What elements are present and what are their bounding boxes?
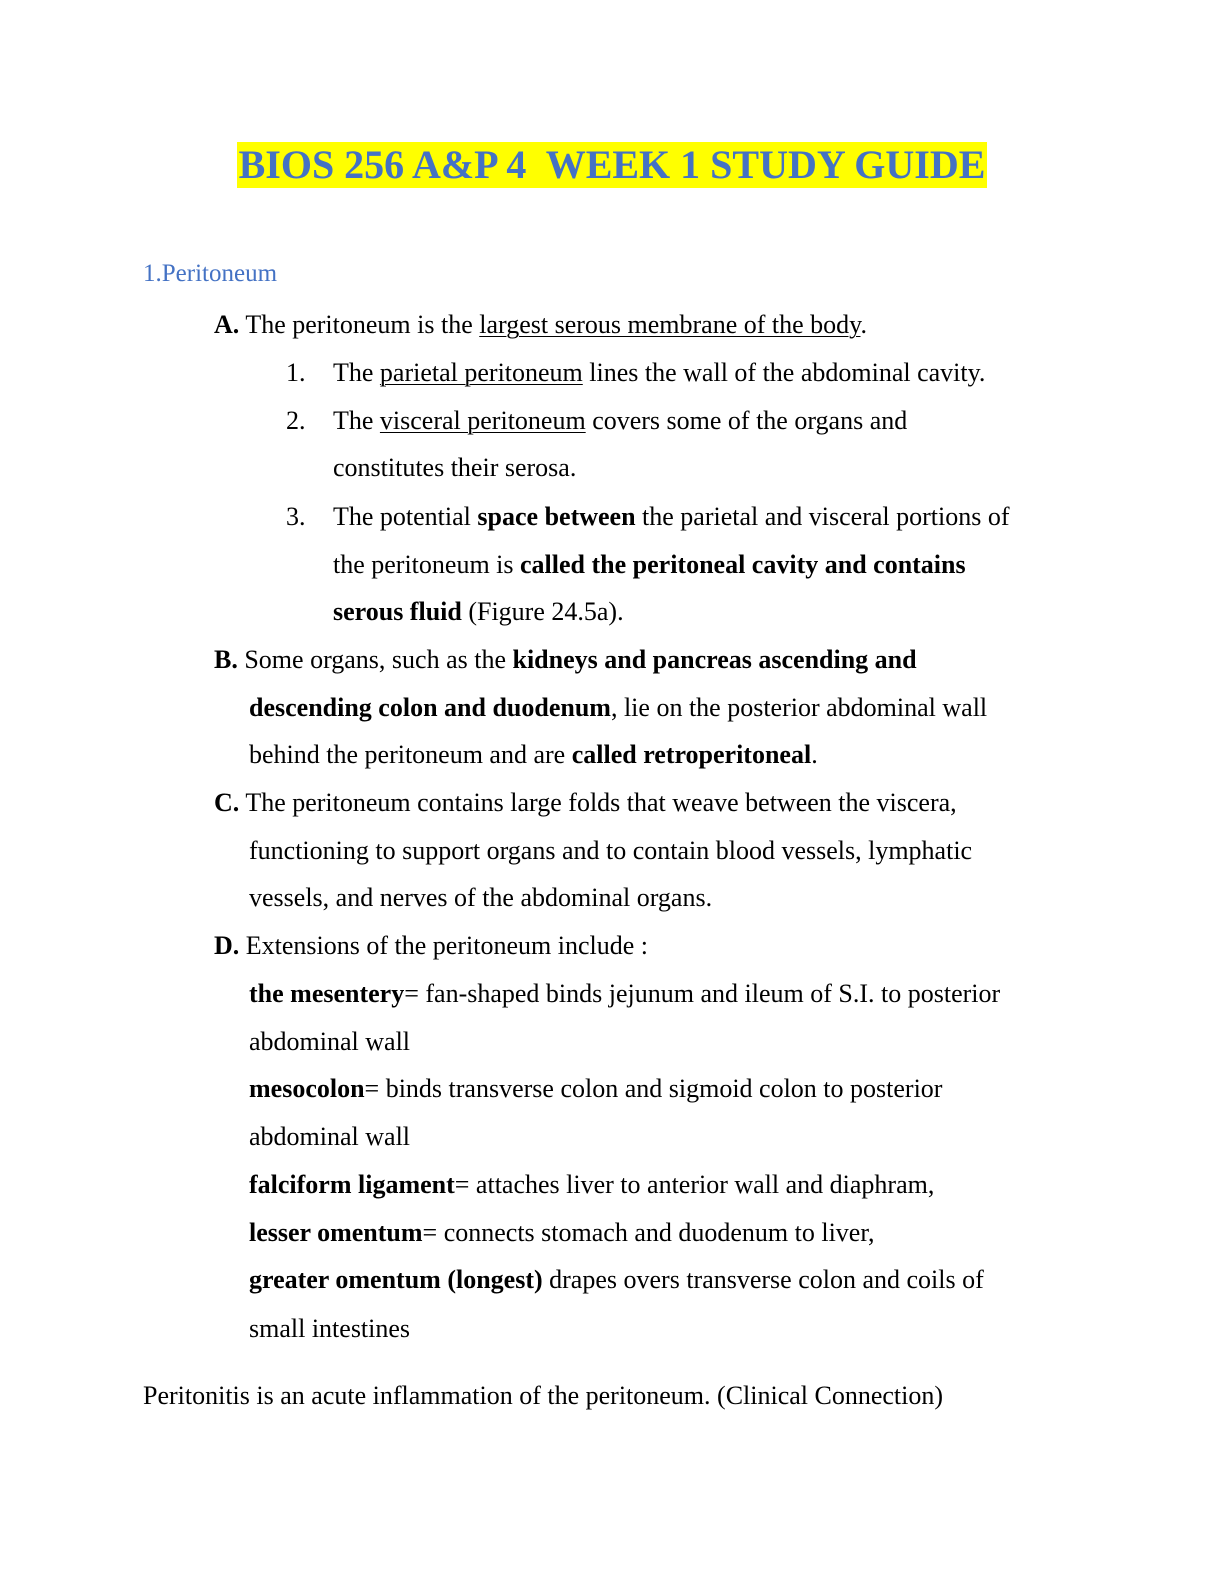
item-a3-line2-pre: the peritoneum is <box>333 550 521 579</box>
title-block <box>0 142 1224 188</box>
section-heading: 1.Peritoneum <box>143 260 278 287</box>
item-b-line2-post: , lie on the posterior abdominal wall <box>610 693 988 722</box>
item-a1-underlined: parietal peritoneum <box>379 358 583 387</box>
item-c-marker: C. <box>214 788 240 817</box>
item-a1 <box>333 357 985 389</box>
item-b-bold: kidneys and pancreas ascending and <box>512 645 917 674</box>
term-falciform: falciform ligament <box>249 1170 455 1199</box>
item-b-line3-pre: behind the peritoneum and are <box>249 740 572 769</box>
definition-mesocolon <box>249 1073 942 1105</box>
term-lesser-omentum: lesser omentum <box>249 1218 423 1247</box>
item-a3-line2 <box>333 549 966 581</box>
item-a-text: The peritoneum is the <box>245 310 480 339</box>
item-b-marker: B. <box>214 645 238 674</box>
item-d-marker: D. <box>214 931 240 960</box>
item-c-line1: The peritoneum contains large folds that weave between the viscera, <box>245 788 957 817</box>
item-a3-bold: space between <box>477 502 636 531</box>
item-a1-pre: The <box>333 358 380 387</box>
term-mesocolon: mesocolon <box>249 1074 365 1103</box>
item-b-line3 <box>249 739 818 771</box>
item-a1-post: lines the wall of the abdominal cavity. <box>582 358 986 387</box>
item-a3 <box>333 501 1010 533</box>
item-d <box>214 930 648 962</box>
item-a3-post: the parietal and visceral portions of <box>635 502 1010 531</box>
clinical-note: Peritonitis is an acute inflammation of the peritoneum. (Clinical Connection) <box>143 1381 944 1410</box>
item-a3-pre: The potential <box>333 502 478 531</box>
item-b-line2-bold: descending colon and duodenum <box>249 693 611 722</box>
item-d-intro: Extensions of the peritoneum include : <box>245 931 648 960</box>
item-a-underlined: largest serous membrane of the body <box>479 310 861 339</box>
item-a3-line2-bold: called the peritoneal cavity and contains <box>520 550 966 579</box>
item-a-marker: A. <box>214 310 240 339</box>
item-b <box>214 644 917 676</box>
definition-mesentery <box>249 978 1000 1010</box>
item-a2-underlined: visceral peritoneum <box>379 406 586 435</box>
def-falciform: = attaches liver to anterior wall and diaphram, <box>454 1170 935 1199</box>
item-a2-cont: constitutes their serosa. <box>333 453 577 482</box>
term-greater-omentum: greater omentum (longest) <box>249 1265 543 1294</box>
item-a3-line3-bold: serous fluid <box>333 597 462 626</box>
item-c <box>214 787 957 819</box>
item-a3-line3 <box>333 596 624 628</box>
item-b-line3-post: . <box>811 740 818 769</box>
item-a2-number: 2. <box>286 406 306 435</box>
item-c-line2: functioning to support organs and to contain blood vessels, lymphatic <box>249 836 973 865</box>
item-a2-pre: The <box>333 406 380 435</box>
def-mesentery-cont: abdominal wall <box>249 1027 411 1056</box>
item-b-pre: Some organs, such as the <box>244 645 513 674</box>
def-greater-omentum: drapes overs transverse colon and coils of <box>542 1265 984 1294</box>
def-mesocolon-cont: abdominal wall <box>249 1122 411 1151</box>
item-c-line3: vessels, and nerves of the abdominal organs. <box>249 883 713 912</box>
definition-greater-omentum <box>249 1264 984 1296</box>
item-a2 <box>333 405 907 437</box>
definition-lesser-omentum <box>249 1217 874 1249</box>
item-b-line3-bold: called retroperitoneal <box>571 740 812 769</box>
item-a-post: . <box>860 310 867 339</box>
item-b-line2 <box>249 692 987 724</box>
item-a3-line3-post: (Figure 24.5a). <box>461 597 624 626</box>
def-mesentery: = fan-shaped binds jejunum and ileum of S.I. to posterior <box>404 979 1001 1008</box>
item-a <box>214 309 867 341</box>
def-greater-omentum-cont: small intestines <box>249 1314 411 1343</box>
item-a2-post: covers some of the organs and <box>585 406 908 435</box>
def-lesser-omentum: = connects stomach and duodenum to liver, <box>422 1218 875 1247</box>
item-a1-number: 1. <box>286 358 306 387</box>
item-a3-number: 3. <box>286 502 306 531</box>
term-mesentery: the mesentery <box>249 979 405 1008</box>
definition-falciform <box>249 1169 934 1201</box>
def-mesocolon: = binds transverse colon and sigmoid colon to posterior <box>364 1074 943 1103</box>
page-title: BIOS 256 A&P 4 WEEK 1 STUDY GUIDE <box>238 142 986 187</box>
